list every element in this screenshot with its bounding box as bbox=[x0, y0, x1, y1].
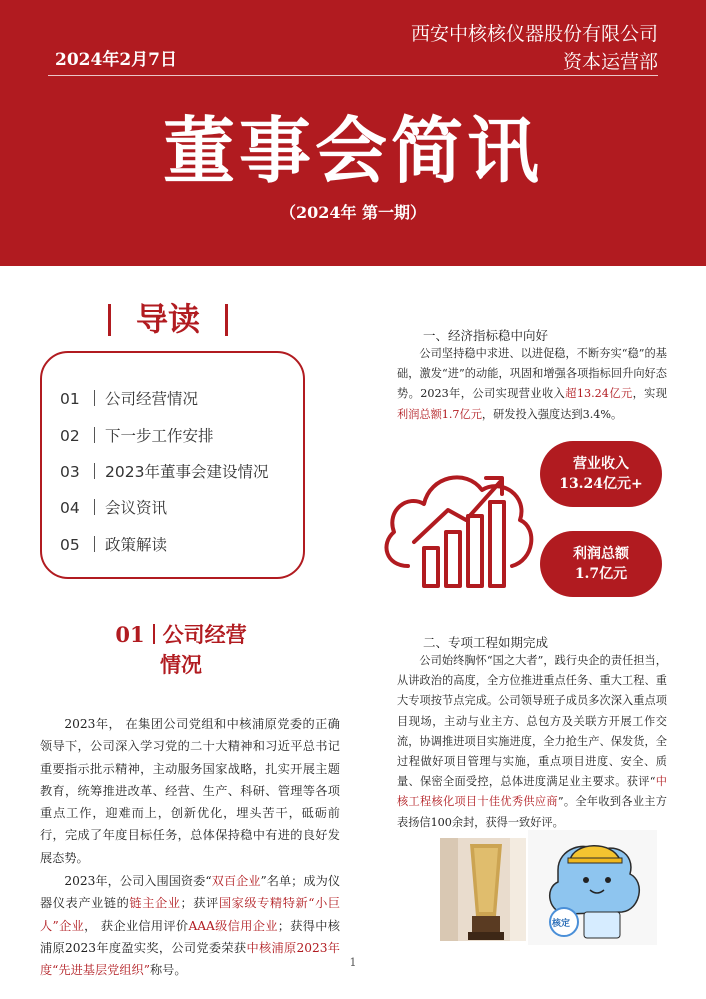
profit-badge bbox=[540, 531, 662, 597]
growth-chart-cloud-icon bbox=[378, 448, 538, 590]
text-run: ， 获企业信用评价 bbox=[84, 918, 189, 933]
text-run: 公司始终胸怀“国之大者”，践行央企的责任担当，从讲政治的高度，全方位推进重点任务、重大工程、重大专项按节点完成。公司领导班子成员多次深入重点项目现场，主动与业主方、总包方及关联方开展工作交流，协调推进项目实施进度，全力抢生产、保发货，全过程做好项目管理与实施，重点项目进度、安全、质量、保密全面受控，总体进度满足业主要求。获评“ bbox=[397, 654, 667, 789]
text-run: ”。全年收到各业主方表扬信100余封，获得一致好评。 bbox=[397, 795, 667, 829]
newsletter-title: 董事会简讯 bbox=[162, 108, 543, 193]
toc-item-label: 会议资讯 bbox=[105, 499, 168, 517]
revenue-badge-value: 13.24亿元+ bbox=[559, 476, 643, 492]
company-name bbox=[411, 20, 658, 76]
toc-item-number: 01 bbox=[60, 390, 80, 408]
profit-badge-value: 1.7亿元 bbox=[574, 566, 628, 582]
toc-item-number: 03 bbox=[60, 463, 80, 481]
text-run: ，实现 bbox=[632, 387, 667, 401]
highlight-text: 超13.24亿元 bbox=[565, 387, 633, 401]
toc-item-label: 下一步工作安排 bbox=[105, 427, 214, 445]
highlight-text: 利润总额1.7亿元 bbox=[397, 407, 482, 421]
highlight-text: 中核浦原2023年度“先进基层党组织” bbox=[40, 940, 340, 978]
toc-heading bbox=[98, 296, 238, 342]
profit-badge-label: 利润总额 bbox=[573, 546, 629, 562]
subsection-body bbox=[397, 344, 667, 425]
section-title-line2: 情况 bbox=[160, 652, 202, 677]
company-name-line2: 资本运营部 bbox=[562, 51, 658, 73]
toc-item-label: 政策解读 bbox=[105, 536, 168, 554]
company-name-line1: 西安中核核仪器股份有限公司 bbox=[410, 23, 658, 45]
toc-item[interactable] bbox=[60, 424, 214, 446]
toc-item[interactable] bbox=[60, 387, 198, 409]
toc-item-label: 公司经营情况 bbox=[105, 390, 199, 408]
mascot-illustration bbox=[528, 830, 657, 945]
text-run: ；获得中核浦原2023年度盈实奖，公司党委荣获 bbox=[40, 918, 340, 955]
issue-date: 2024年2月7日 bbox=[55, 50, 177, 70]
body-paragraph: 2023年， 在集团公司党组和中核浦原党委的正确领导下，公司深入学习党的二十大精神和习近平总书记重要指示批示精神，主动服务国家战略，扎实开展主题教育，统筹推进改革、经营、生产、科研、管理等各项重点工作，迎难而上，创新优化，埋头苦干，砥砺前行，完成了年度目标任务，总体保持稳中有进的良好发展态势。 bbox=[40, 717, 340, 865]
toc-item-number: 02 bbox=[60, 427, 80, 445]
subsection-heading: 一、经济指标稳中向好 bbox=[423, 328, 549, 343]
text-run: ，研发投入强度达到3.4%。 bbox=[481, 407, 623, 421]
toc-item-number: 04 bbox=[60, 499, 80, 517]
section-title-text: 公司经营 bbox=[162, 622, 247, 647]
highlight-text: 中核工程核化项目十佳优秀供应商 bbox=[397, 775, 667, 809]
text-run: 称号。 bbox=[149, 963, 187, 978]
section-title-line1 bbox=[90, 620, 272, 650]
toc-item-separator bbox=[94, 463, 95, 479]
trophy-image bbox=[440, 838, 528, 943]
highlight-text: 链主企业 bbox=[129, 896, 181, 911]
body-paragraph bbox=[397, 651, 667, 833]
toc-item-separator bbox=[94, 499, 95, 515]
section-body bbox=[40, 713, 340, 983]
toc-item[interactable] bbox=[60, 533, 167, 555]
highlight-text: 国家级专精特新“小巨人”企业 bbox=[40, 896, 341, 933]
toc-heading-bar-right bbox=[225, 304, 228, 336]
subsection-heading: 二、专项工程如期完成 bbox=[423, 635, 549, 650]
section-title-separator bbox=[153, 624, 155, 644]
text-run: 2023年，公司入围国资委“ bbox=[64, 874, 212, 889]
issue-number: （2024年 第一期） bbox=[279, 203, 427, 222]
mascot-image bbox=[528, 830, 657, 945]
masthead bbox=[0, 0, 706, 266]
toc-box bbox=[40, 351, 305, 579]
revenue-badge-label: 营业收入 bbox=[573, 456, 629, 472]
text-run: ；获评 bbox=[180, 896, 219, 911]
trophy-photo bbox=[438, 836, 528, 943]
text-run: ”名单；成为仪器仪表产业链的 bbox=[40, 874, 341, 911]
revenue-badge bbox=[540, 441, 662, 507]
text-run: 公司坚持稳中求进、以进促稳，不断夯实“稳”的基础，激发“进”的动能，巩固和增强各项指标回升向好态势。2023年，公司实现营业收入 bbox=[397, 347, 667, 401]
toc-item-separator bbox=[94, 390, 95, 406]
body-paragraph bbox=[397, 344, 667, 425]
toc-heading-text: 导读 bbox=[135, 300, 200, 338]
subsection-body bbox=[397, 651, 667, 833]
toc-item-separator bbox=[94, 536, 95, 552]
toc-item-label: 2023年董事会建设情况 bbox=[105, 463, 269, 481]
toc-item-separator bbox=[94, 427, 95, 443]
highlight-text: AAA级信用企业 bbox=[188, 918, 278, 933]
toc-heading-bar-left bbox=[108, 304, 111, 336]
highlight-text: 双百企业 bbox=[211, 874, 261, 889]
toc-item[interactable] bbox=[60, 460, 268, 482]
page-number: 1 bbox=[349, 956, 357, 969]
toc-item-number: 05 bbox=[60, 536, 80, 554]
mascot-badge-text: 核定 bbox=[552, 919, 571, 929]
toc-item[interactable] bbox=[60, 496, 167, 518]
section-title bbox=[90, 620, 272, 680]
section-number: 01 bbox=[115, 622, 145, 647]
header-divider bbox=[48, 75, 658, 76]
